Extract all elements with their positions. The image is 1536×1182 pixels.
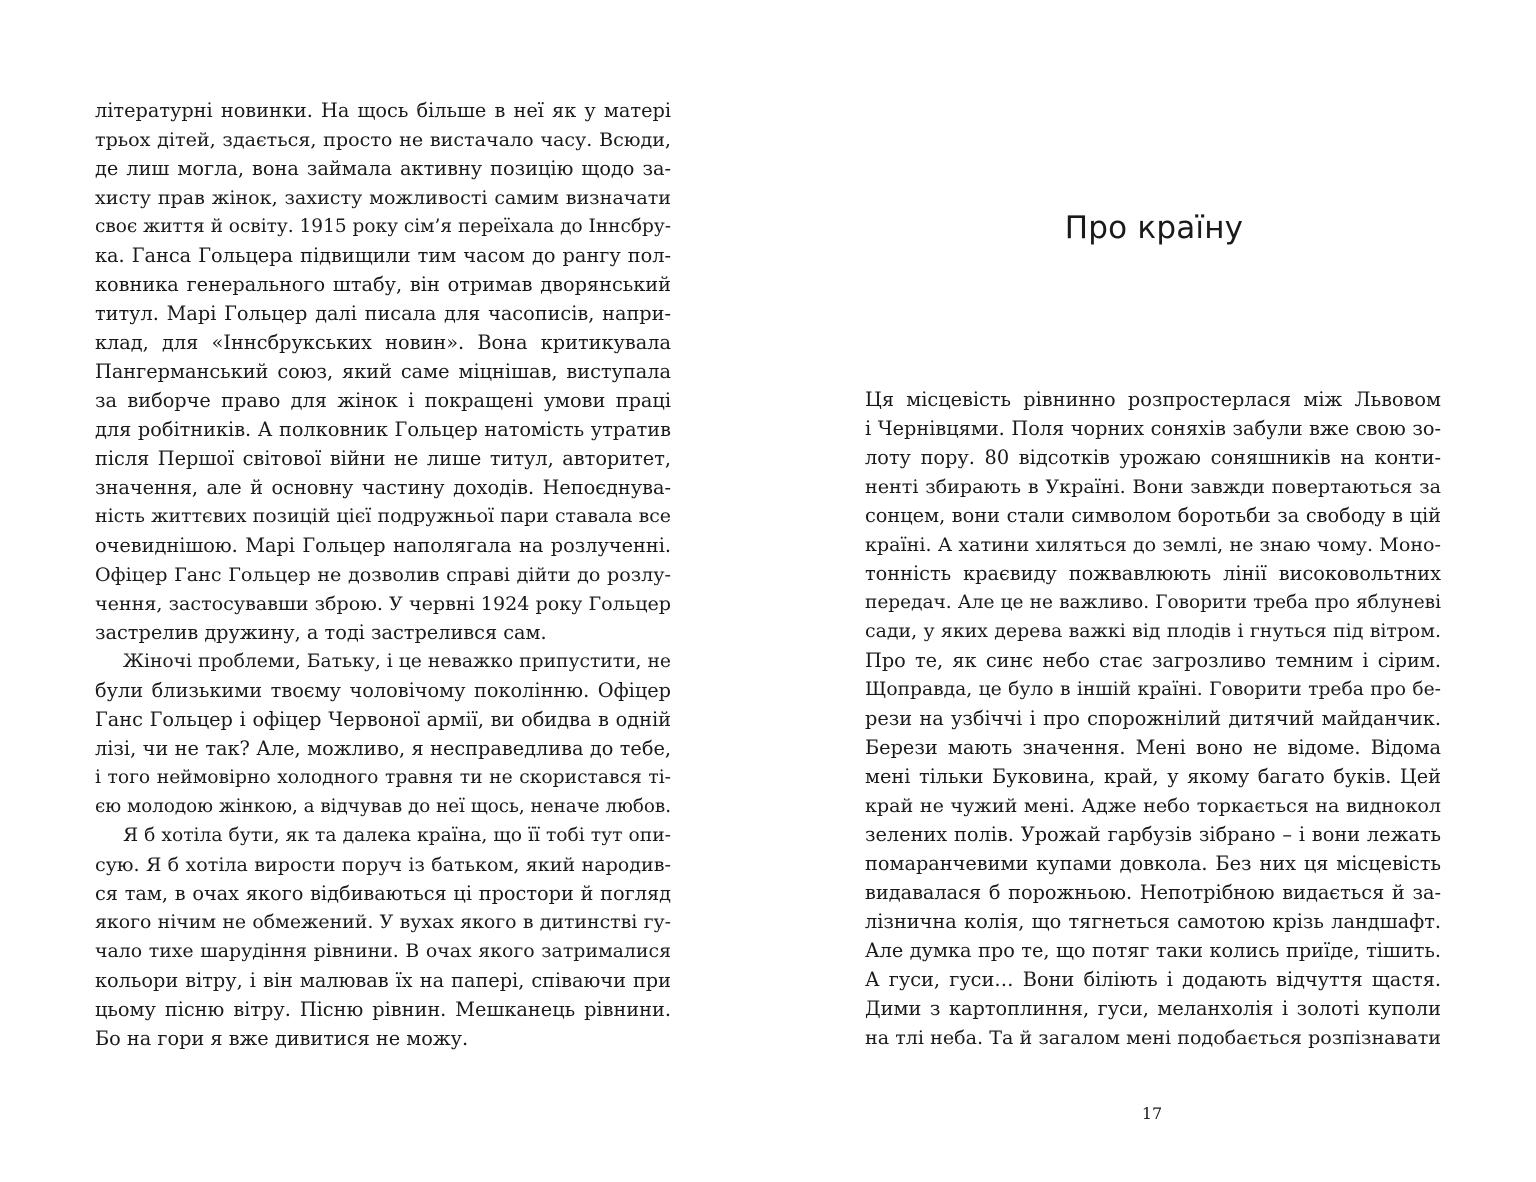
text-line: ність життєвих позицій цієї подружньої пари ставала все: [95, 505, 671, 527]
text-line: Але думка про те, що потяг таки колись приїде, тішить.: [865, 939, 1441, 962]
text-line: лоту пору. 80 відсотків урожаю соняшників на конти-: [865, 446, 1441, 469]
text-line: сади, у яких дерева важкі від плодів і гнуться під вітром.: [865, 620, 1441, 642]
text-line: А гуси, гуси… Вони біліють і додають відчуття щастя.: [865, 968, 1441, 991]
chapter-title: Про країну: [1064, 210, 1244, 246]
text-line: ненті збирають в Україні. Вони завжди повертаються за: [865, 475, 1441, 498]
text-line: сую. Я б хотіла вирости поруч із батьком, який народив-: [95, 853, 671, 876]
text-line: клад, для «Іннсбрукських новин». Вона критикувала: [95, 331, 671, 354]
text-line: після Першої світової війни не лише титул, авторитет,: [95, 447, 671, 470]
text-line: чало тихе шарудіння рівнини. В очах якого затрималися: [95, 940, 671, 962]
text-line: де лиш могла, вона займала активну позицію щодо за-: [95, 157, 671, 180]
page-number: 17: [1141, 1104, 1163, 1123]
text-line: і Чернівцями. Поля чорних соняхів забули вже свою зо-: [865, 417, 1441, 440]
text-line: мені тільки Буковина, край, у якому багато буків. Цей: [865, 765, 1441, 788]
text-line: і того неймовірно холодного травня ти не скористався ті-: [95, 767, 671, 788]
text-line: Пангерманський союз, який саме міцнішав, виступала: [95, 360, 671, 383]
text-line: ковника генерального штабу, він отримав дворянський: [95, 273, 671, 296]
paragraph-start-line: Я б хотіла бути, як та далека країна, що її тобі тут опи-: [123, 825, 671, 846]
text-line: Офіцер Ганс Гольцер не дозволив справі дійти до розлу-: [95, 563, 671, 586]
text-line: лізнична колія, що тягнеться самотою крізь ландшафт.: [865, 910, 1441, 933]
text-line: якого нічим не обмежений. У вухах якого в дитинстві гу-: [95, 911, 671, 933]
right-page: [768, 0, 1536, 1182]
text-line: за виборче право для жінок і покращені умови праці: [95, 389, 671, 412]
text-line: для робітників. А полковник Гольцер натомість утратив: [95, 418, 671, 441]
text-line: тонність краєвиду пожвавлюють лінії високовольтних: [865, 562, 1441, 585]
text-line: помаранчевими купами довкола. Без них ця місцевість: [865, 852, 1441, 875]
text-line: були близькими твоєму чоловічому поколінню. Офіцер: [95, 679, 671, 702]
left-page-text: [95, 96, 671, 1053]
text-line: зелених полів. Урожай гарбузів зібрано – і вони лежать: [865, 823, 1441, 846]
text-line: країні. А хатини хиляться до землі, не знаю чому. Моно-: [865, 533, 1441, 556]
text-line: передач. Але це не важливо. Говорити треба про яблуневі: [865, 592, 1441, 613]
text-line: очевиднішою. Марі Гольцер наполягала на розлученні.: [95, 534, 671, 557]
text-line: чення, застосувавши зброю. У червні 1924 року Гольцер: [95, 592, 671, 615]
text-line: рези на узбіччі і про спорожнілий дитячий майданчик.: [865, 707, 1441, 730]
text-line: на тлі неба. Та й загалом мені подобається розпізнавати: [865, 1026, 1441, 1049]
text-line: кольори вітру, і він малював їх на папері, співаючи при: [95, 969, 671, 992]
text-line: ся там, в очах якого відбиваються ці простори й погляд: [95, 882, 671, 905]
paragraph-start-line: Жіночі проблеми, Батьку, і це неважко припустити, не: [123, 651, 671, 672]
text-line: сонцем, вони стали символом боротьби за свободу в цій: [865, 504, 1441, 527]
text-line: Дими з картоплиння, гуси, меланхолія і золоті куполи: [865, 997, 1441, 1020]
text-line: видавалася б порожньою. Непотрібною видається й за-: [865, 881, 1441, 904]
paragraph-end-line: застрелив дружину, а тоді застрелився сам.: [95, 621, 547, 644]
text-line: хисту прав жінок, захисту можливості самим визначати: [95, 186, 671, 209]
text-line: Про те, як синє небо стає загрозливо темним і сірим.: [865, 649, 1441, 672]
text-line: титул. Марі Гольцер далі писала для часописів, напри-: [95, 302, 671, 325]
right-page-text: [865, 385, 1441, 1052]
text-line: цьому пісню вітру. Пісню рівнин. Мешканець рівнини.: [95, 998, 671, 1021]
paragraph-end-line: єю молодою жінкою, а відчував до неї щось, неначе любов.: [95, 796, 671, 817]
text-line: Берези мають значення. Мені воно не відоме. Відома: [865, 736, 1441, 759]
text-line: трьох дітей, здається, просто не вистачало часу. Всюди,: [95, 128, 671, 151]
text-line: лізі, чи не так? Але, можливо, я несправедлива до тебе,: [95, 737, 671, 760]
text-line: Ганс Гольцер і офіцер Червоної армії, ви обидва в одній: [95, 708, 671, 731]
text-line: Щоправда, це було в іншій країні. Говорити треба про бе-: [865, 679, 1441, 700]
text-line: ка. Ганса Гольцера підвищили тим часом до рангу пол-: [95, 244, 671, 267]
text-line: літературні новинки. На щось більше в неї як у матері: [95, 99, 671, 122]
text-line: Ця місцевість рівнинно розпростерлася між Львовом: [865, 388, 1441, 411]
text-line: своє життя й освіту. 1915 року сім’я переїхала до Іннсбру-: [95, 216, 671, 237]
text-line: значення, але й основну частину доходів. Непоєднува-: [95, 476, 671, 499]
text-line: край не чужий мені. Адже небо торкається на виднокол: [865, 794, 1441, 817]
paragraph-end-line: Бо на гори я вже дивитися не можу.: [95, 1027, 469, 1050]
